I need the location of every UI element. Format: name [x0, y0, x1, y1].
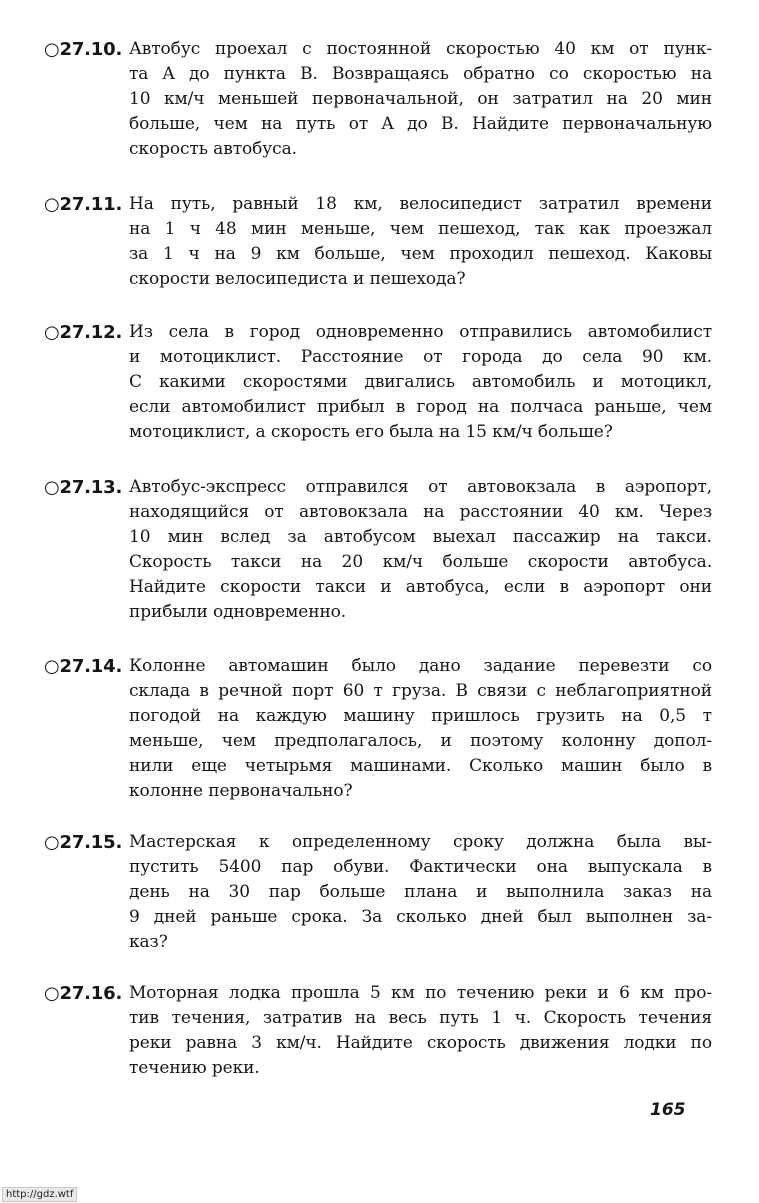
problem-line: пустить 5400 пар обуви. Фактически она выпускала в — [129, 857, 712, 877]
problem-line: 10 мин вслед за автобусом выехал пассажир на такси. — [129, 527, 712, 547]
problem-line: больше, чем на путь от A до B. Найдите первоначальную — [129, 114, 712, 134]
problem-number: ○27.13. — [44, 477, 123, 498]
problem-text — [129, 37, 712, 162]
problem-line: на 1 ч 48 мин меньше, чем пешеход, так как проезжал — [129, 219, 712, 239]
problem-line: С какими скоростями двигались автомобиль и мотоцикл, — [129, 372, 712, 392]
problem-text — [129, 981, 712, 1081]
problem-line: Скорость такси на 20 км/ч больше скорости автобуса. — [129, 552, 712, 572]
problem-line: за 1 ч на 9 км больше, чем проходил пешеход. Каковы — [129, 244, 712, 264]
problem-line: Автобус проехал с постоянной скоростью 40 км от пунк- — [129, 39, 712, 59]
problem-line: день на 30 пар больше плана и выполнила заказ на — [129, 882, 712, 902]
problem-line: 9 дней раньше срока. За сколько дней был выполнен за- — [129, 907, 712, 927]
problem-line: На путь, равный 18 км, велосипедист затратил времени — [129, 194, 712, 214]
problem-line: погодой на каждую машину пришлось грузить на 0,5 т — [129, 706, 712, 726]
problem-line: скорости велосипедиста и пешехода? — [129, 269, 466, 289]
problem-line: меньше, чем предполагалось, и поэтому колонну допол- — [129, 731, 712, 751]
problem-line: Мастерская к определенному сроку должна была вы- — [129, 832, 712, 852]
problem-line: если автомобилист прибыл в город на полчаса раньше, чем — [129, 397, 712, 417]
problem-text — [129, 320, 712, 445]
problem-line: нили еще четырьмя машинами. Сколько машин было в — [129, 756, 712, 776]
problem-number: ○27.11. — [44, 194, 123, 215]
problem-number: ○27.16. — [44, 983, 123, 1004]
problem-number: ○27.15. — [44, 832, 123, 853]
problem-line: Автобус-экспресс отправился от автовокзала в аэропорт, — [129, 477, 712, 497]
problem-line: реки равна 3 км/ч. Найдите скорость движения лодки по — [129, 1033, 712, 1053]
problem-line: скорость автобуса. — [129, 139, 297, 159]
problem-text — [129, 830, 712, 955]
watermark: http://gdz.wtf — [2, 1187, 77, 1202]
problem-line: и мотоциклист. Расстояние от города до села 90 км. — [129, 347, 712, 367]
problem-line: 10 км/ч меньшей первоначальной, он затратил на 20 мин — [129, 89, 712, 109]
problem-line: тив течения, затратив на весь путь 1 ч. Скорость течения — [129, 1008, 712, 1028]
problem-line: склада в речной порт 60 т груза. В связи с неблагоприятной — [129, 681, 712, 701]
problem-number: ○27.10. — [44, 39, 123, 60]
page-number: 165 — [650, 1100, 686, 1120]
problem-line: каз? — [129, 932, 168, 952]
problem-line: колонне первоначально? — [129, 781, 353, 801]
problem-text — [129, 654, 712, 804]
problem-line: мотоциклист, а скорость его была на 15 км/ч больше? — [129, 422, 613, 442]
problem-text — [129, 475, 712, 625]
problem-number: ○27.14. — [44, 656, 123, 677]
problem-number: ○27.12. — [44, 322, 123, 343]
problem-line: Из села в город одновременно отправились автомобилист — [129, 322, 712, 342]
problem-line: Моторная лодка прошла 5 км по течению реки и 6 км про- — [129, 983, 712, 1003]
problem-line: Колонне автомашин было дано задание перевезти со — [129, 656, 712, 676]
problem-line: течению реки. — [129, 1058, 260, 1078]
problem-text — [129, 192, 712, 292]
problem-line: находящийся от автовокзала на расстоянии 40 км. Через — [129, 502, 712, 522]
problem-line: прибыли одновременно. — [129, 602, 347, 622]
problem-line: та A до пункта B. Возвращаясь обратно со скоростью на — [129, 64, 712, 84]
problem-line: Найдите скорости такси и автобуса, если в аэропорт они — [129, 577, 712, 597]
